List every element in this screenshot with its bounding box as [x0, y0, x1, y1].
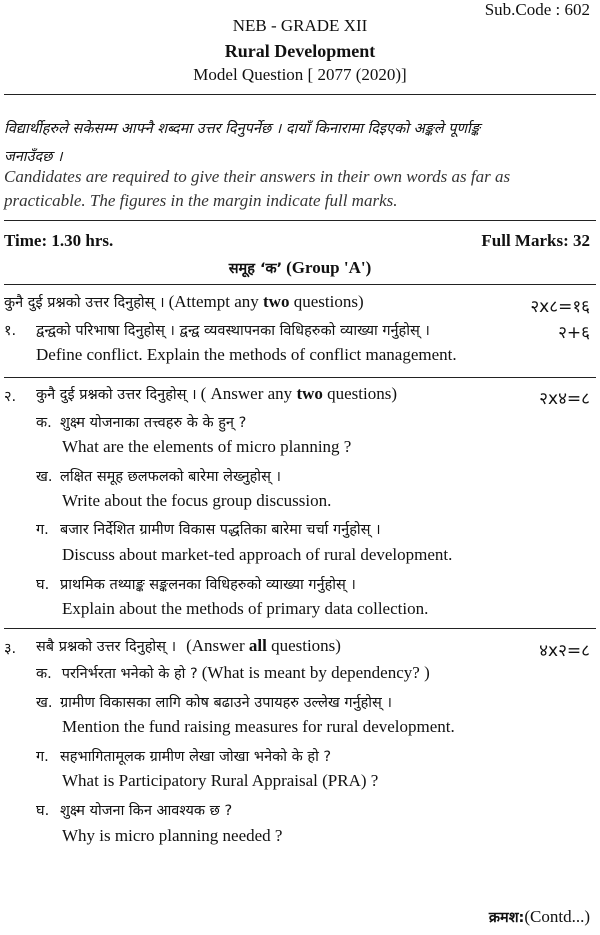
q1-instruction-english: (Attempt any two questions)	[168, 292, 364, 311]
q2b-text-nepali: लक्षित समूह छलफलको बारेमा लेख्नुहोस् ।	[60, 469, 281, 485]
q3b-label: ख.	[36, 695, 53, 711]
instruction-divider	[4, 220, 596, 221]
q2a-text-english: What are the elements of micro planning ?	[62, 437, 352, 456]
q3c-text-nepali: सहभागितामूलक ग्रामीण लेखा जोखा भनेको के हो ?	[60, 749, 332, 765]
exam-time: Time: 1.30 hrs.	[4, 231, 114, 250]
q3-instruction-english: (Answer all questions)	[186, 636, 341, 655]
q3a-line	[36, 663, 430, 683]
model-question-year: Model Question [ 2077 (2020)]	[193, 65, 407, 84]
q3-marks: ४x२=८	[539, 641, 590, 661]
subject-code: Sub.Code : 602	[484, 0, 590, 19]
q2-instruction-nepali: कुनै दुई प्रश्नको उत्तर दिनुहोस् ।	[36, 387, 197, 403]
q3-instruction-nepali: सबै प्रश्नको उत्तर दिनुहोस् ।	[36, 639, 177, 655]
q2c-text-english: Discuss about market-ted approach of rural development.	[62, 545, 453, 564]
q2a-text-nepali: शुक्ष्म योजनाका तत्त्वहरु के के हुन् ?	[60, 415, 247, 431]
q3a-text-nepali: परनिर्भरता भनेको के हो ?	[61, 666, 198, 682]
q3d-text-nepali: शुक्ष्म योजना किन आवश्यक छ ?	[60, 803, 233, 819]
instruction-nepali-line2: जनाउँदछ ।	[4, 149, 63, 165]
q2b-label: ख.	[36, 469, 53, 485]
paper-subject: Rural Development	[224, 41, 376, 61]
q2c-label: ग.	[36, 522, 49, 538]
q3-number: ३.	[4, 641, 17, 657]
instruction-english-line2: practicable. The figures in the margin indicate full marks.	[4, 191, 398, 210]
continued-note	[489, 907, 590, 927]
group-divider	[4, 284, 596, 285]
q3a-text-english: (What is meant by dependency? )	[201, 663, 430, 682]
q2-number: २.	[4, 389, 17, 405]
q2d-text-english: Explain about the methods of primary data collection.	[62, 599, 429, 618]
q2d-label: घ.	[36, 577, 50, 593]
group-heading	[0, 258, 600, 278]
q1-number: १.	[4, 323, 17, 339]
q1-marks: २x८=१६	[530, 297, 590, 317]
q2d-text-nepali: प्राथमिक तथ्याङ्क सङ्कलनका विधिहरुको व्याख्या गर्नुहोस् ।	[60, 577, 356, 593]
q1-sub-marks: २+६	[558, 323, 590, 343]
q3a-label: क.	[36, 666, 52, 682]
group-heading-nepali: समूह ‘क’	[228, 261, 283, 277]
q3d-text-english: Why is micro planning needed ?	[62, 826, 283, 845]
q2a-label: क.	[36, 415, 52, 431]
q2-instruction	[36, 384, 397, 404]
q3d-label: घ.	[36, 803, 50, 819]
q1-instruction-nepali: कुनै दुई प्रश्नको उत्तर दिनुहोस् ।	[4, 295, 165, 311]
q1-text-english: Define conflict. Explain the methods of conflict management.	[36, 345, 457, 364]
instruction-english-line1: Candidates are required to give their answers in their own words as far as	[4, 167, 511, 186]
q1-instruction	[4, 292, 364, 312]
q3b-text-english: Mention the fund raising measures for rural development.	[62, 717, 455, 736]
continued-nepali: क्रमश:	[488, 910, 525, 926]
board-grade: NEB - GRADE XII	[232, 16, 368, 35]
header-divider	[4, 94, 596, 95]
q2-instruction-english: ( Answer any two questions)	[200, 384, 398, 403]
q2-divider	[4, 628, 596, 629]
q1-text-nepali: द्वन्द्वको परिभाषा दिनुहोस् । द्वन्द्व व्यवस्थापनका विधिहरुको व्याख्या गर्नुहोस् ।	[36, 323, 430, 339]
q3c-label: ग.	[36, 749, 49, 765]
full-marks: Full Marks: 32	[481, 231, 590, 250]
q2c-text-nepali: बजार निर्देशित ग्रामीण विकास पद्धतिका बारेमा चर्चा गर्नुहोस् ।	[60, 522, 381, 538]
instruction-nepali-line1: विद्यार्थीहरुले सकेसम्म आफ्नै शब्दमा उत्तर दिनुपर्नेछ । दायाँ किनारामा दिइएको अङ्कले पूर्णाङ्क	[4, 121, 480, 137]
q3-instruction	[36, 636, 341, 656]
q1-divider	[4, 377, 596, 378]
q2b-text-english: Write about the focus group discussion.	[62, 491, 332, 510]
q3c-text-english: What is Participatory Rural Appraisal (PRA) ?	[62, 771, 379, 790]
group-heading-english: (Group 'A')	[286, 258, 372, 277]
continued-english: (Contd...)	[524, 907, 590, 926]
q2-marks: २x४=८	[539, 389, 590, 409]
q3b-text-nepali: ग्रामीण विकासका लागि कोष बढाउने उपायहरु उल्लेख गर्नुहोस् ।	[60, 695, 392, 711]
